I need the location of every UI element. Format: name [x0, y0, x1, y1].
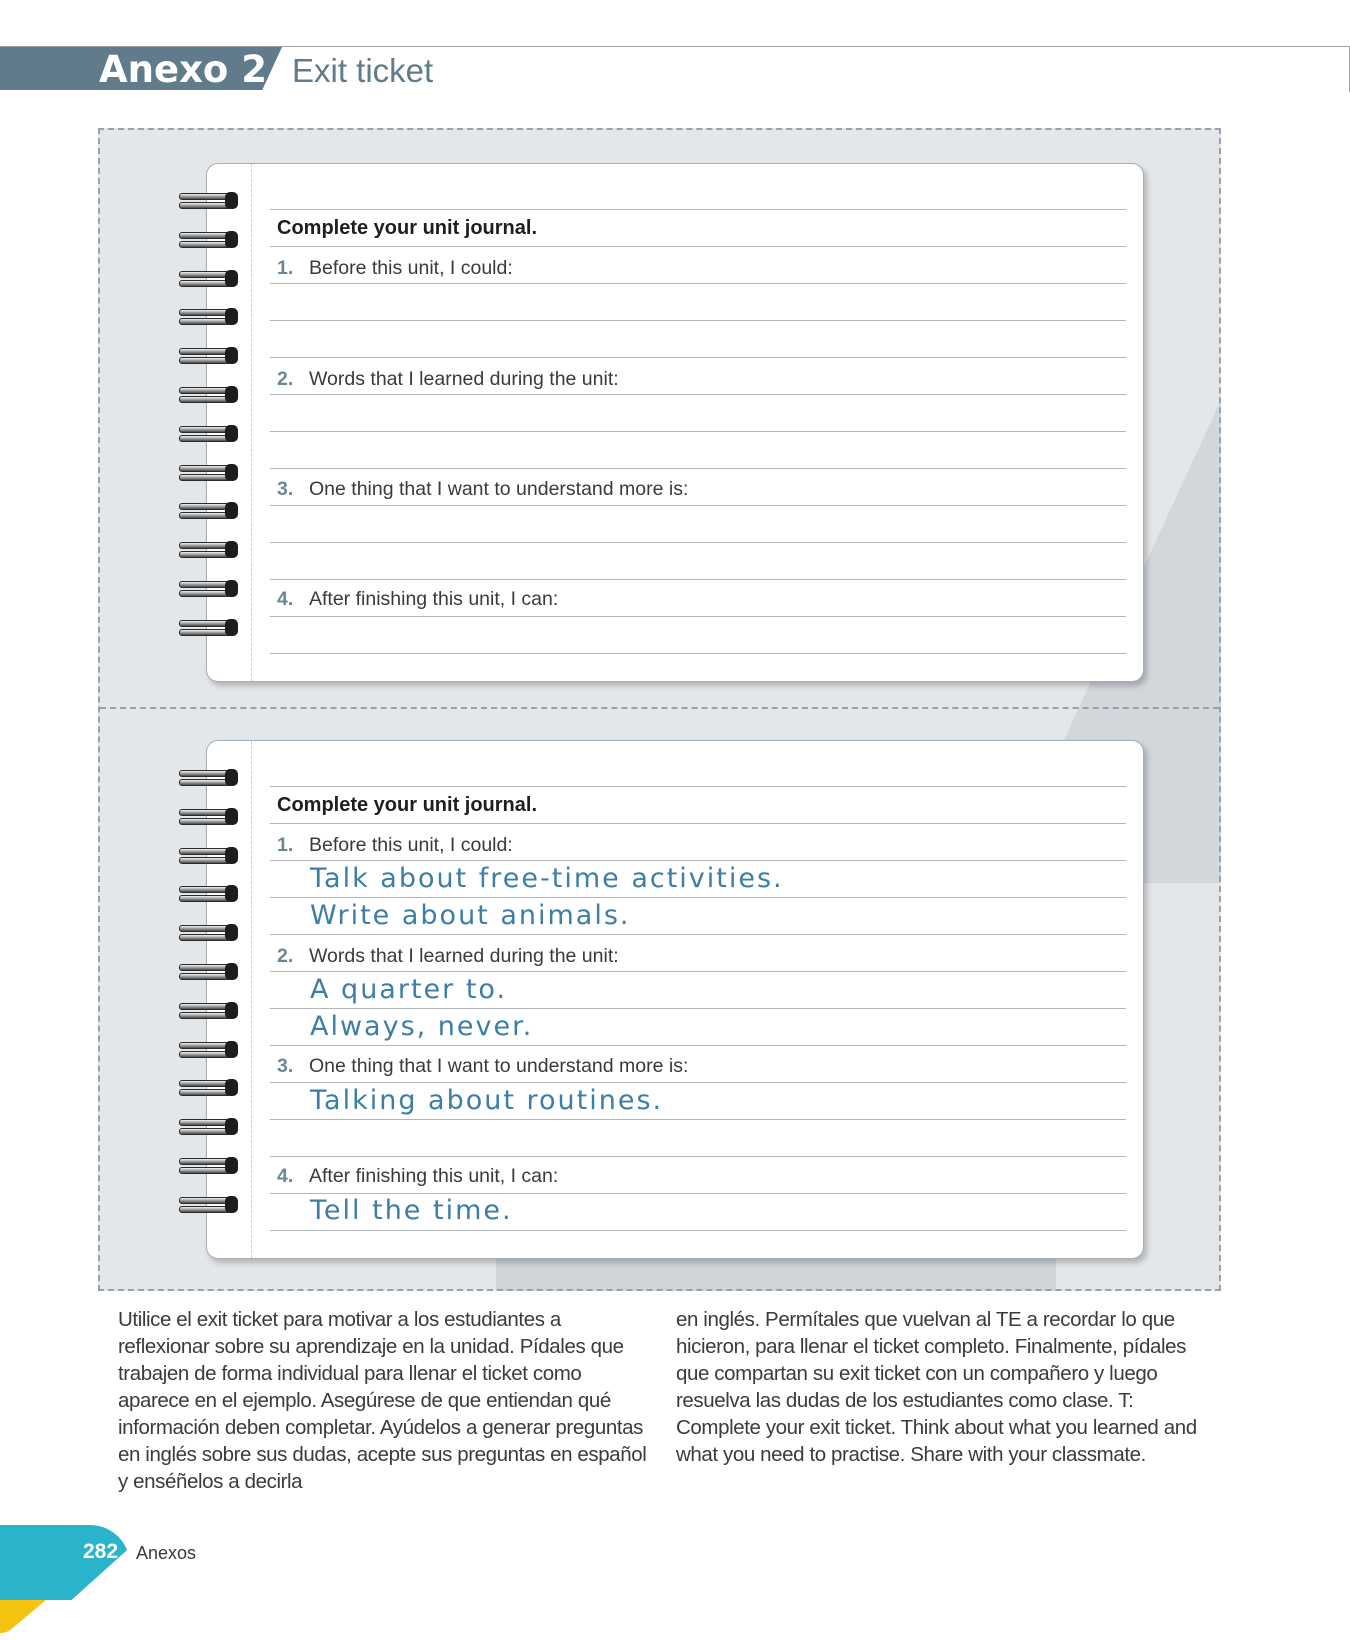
prompt-2	[277, 944, 619, 968]
handwritten-answer: Talking about routines.	[310, 1085, 664, 1116]
spiral-ring	[177, 961, 239, 983]
ruled-line	[270, 1045, 1126, 1046]
ruled-line	[270, 542, 1126, 543]
spiral-ring	[177, 384, 239, 406]
ruled-line	[270, 1156, 1126, 1157]
spiral-ring	[177, 190, 239, 212]
prompt-number: 2.	[277, 945, 294, 967]
ruled-line	[270, 823, 1126, 824]
prompt-number: 3.	[277, 1055, 294, 1077]
spiral-ring	[177, 306, 239, 328]
prompt-2	[277, 367, 619, 391]
header-rule	[0, 46, 1350, 47]
ruled-line	[270, 431, 1126, 432]
ruled-line	[270, 505, 1126, 506]
prompt-number: 4.	[277, 588, 294, 610]
prompt-4	[277, 587, 558, 611]
handwritten-answer: Talk about free-time activities.	[310, 863, 784, 894]
ruled-line	[270, 616, 1126, 617]
prompt-label: Words that I learned during the unit:	[309, 368, 619, 390]
spiral-ring	[177, 423, 239, 445]
spiral-ring	[177, 1000, 239, 1022]
handwritten-answer: Write about animals.	[310, 900, 631, 931]
spiral-ring	[177, 268, 239, 290]
footer-section: Anexos	[136, 1543, 197, 1563]
spiral-ring	[177, 578, 239, 600]
ruled-line	[270, 653, 1126, 654]
prompt-1	[277, 256, 513, 280]
ruled-line	[270, 468, 1126, 469]
spiral-ring	[177, 806, 239, 828]
spiral-ring	[177, 922, 239, 944]
ruled-line	[270, 897, 1126, 898]
margin-line	[251, 164, 252, 681]
instructions-column-left: Utilice el exit ticket para motivar a los estudiantes a reflexionar sobre su aprendizaje en la unidad. Pídales que trabajen de forma individual para llenar el ticket como aparece en el ejemplo. Asegúrese de que entiendan qué información deben completar. Ayúdelos a generar preguntas en inglés sobre sus dudas, acepte sus preguntas en español y enséñelos a decirla	[118, 1308, 647, 1493]
ruled-line	[270, 1008, 1126, 1009]
prompt-1	[277, 833, 513, 857]
spiral-ring	[177, 345, 239, 367]
ruled-line	[270, 283, 1126, 284]
spiral-ring	[177, 1194, 239, 1216]
spiral-ring	[177, 229, 239, 251]
prompt-label: One thing that I want to understand more is:	[309, 1055, 689, 1077]
ruled-line	[270, 320, 1126, 321]
ruled-line	[270, 209, 1126, 210]
spiral-ring	[177, 462, 239, 484]
prompt-label: One thing that I want to understand more is:	[309, 478, 689, 500]
handwritten-answer: A quarter to.	[310, 974, 508, 1005]
spiral-ring	[177, 1077, 239, 1099]
page-subtitle: Exit ticket	[292, 52, 434, 89]
ruled-line	[270, 786, 1126, 787]
handwritten-answer: Always, never.	[310, 1011, 534, 1042]
ruled-line	[270, 971, 1126, 972]
handwritten-answer: Tell the time.	[310, 1195, 513, 1226]
journal-example	[206, 740, 1144, 1259]
spiral-ring	[177, 500, 239, 522]
ruled-line	[270, 579, 1126, 580]
spiral-ring	[177, 1116, 239, 1138]
journal-blank	[206, 163, 1144, 682]
prompt-label: Words that I learned during the unit:	[309, 945, 619, 967]
prompt-3	[277, 477, 688, 501]
spiral-ring	[177, 617, 239, 639]
spiral-ring	[177, 845, 239, 867]
journal-heading: Complete your unit journal.	[277, 794, 538, 816]
instructions-column-right: en inglés. Permítales que vuelvan al TE a recordar lo que hicieron, para llenar el ticket completo. Finalmente, pídales que compartan su exit ticket con un compañero y luego resuelva las dudas de los estudiantes como clase. T: Complete your exit ticket. Think about what you learned and what you need to practise. Share with your classmate.	[676, 1308, 1197, 1466]
ruled-line	[270, 860, 1126, 861]
prompt-4	[277, 1164, 558, 1188]
prompt-3	[277, 1054, 688, 1078]
prompt-number: 4.	[277, 1165, 294, 1187]
prompt-label: After finishing this unit, I can:	[309, 588, 559, 610]
prompt-number: 1.	[277, 834, 294, 856]
prompt-number: 2.	[277, 368, 294, 390]
cut-line	[100, 707, 1219, 709]
spiral-ring	[177, 1039, 239, 1061]
prompt-label: Before this unit, I could:	[309, 257, 513, 279]
annex-title: Anexo 2	[99, 48, 267, 91]
spiral-ring	[177, 883, 239, 905]
ruled-line	[270, 1230, 1126, 1231]
spiral-ring	[177, 767, 239, 789]
prompt-label: Before this unit, I could:	[309, 834, 513, 856]
ruled-line	[270, 357, 1126, 358]
page-number: 282	[83, 1540, 119, 1563]
journal-heading: Complete your unit journal.	[277, 217, 538, 239]
ruled-line	[270, 246, 1126, 247]
spiral-ring	[177, 1155, 239, 1177]
prompt-number: 1.	[277, 257, 294, 279]
ruled-line	[270, 394, 1126, 395]
spiral-ring	[177, 539, 239, 561]
prompt-label: After finishing this unit, I can:	[309, 1165, 559, 1187]
margin-line	[251, 741, 252, 1258]
ruled-line	[270, 1082, 1126, 1083]
ruled-line	[270, 934, 1126, 935]
ruled-line	[270, 1119, 1126, 1120]
prompt-number: 3.	[277, 478, 294, 500]
